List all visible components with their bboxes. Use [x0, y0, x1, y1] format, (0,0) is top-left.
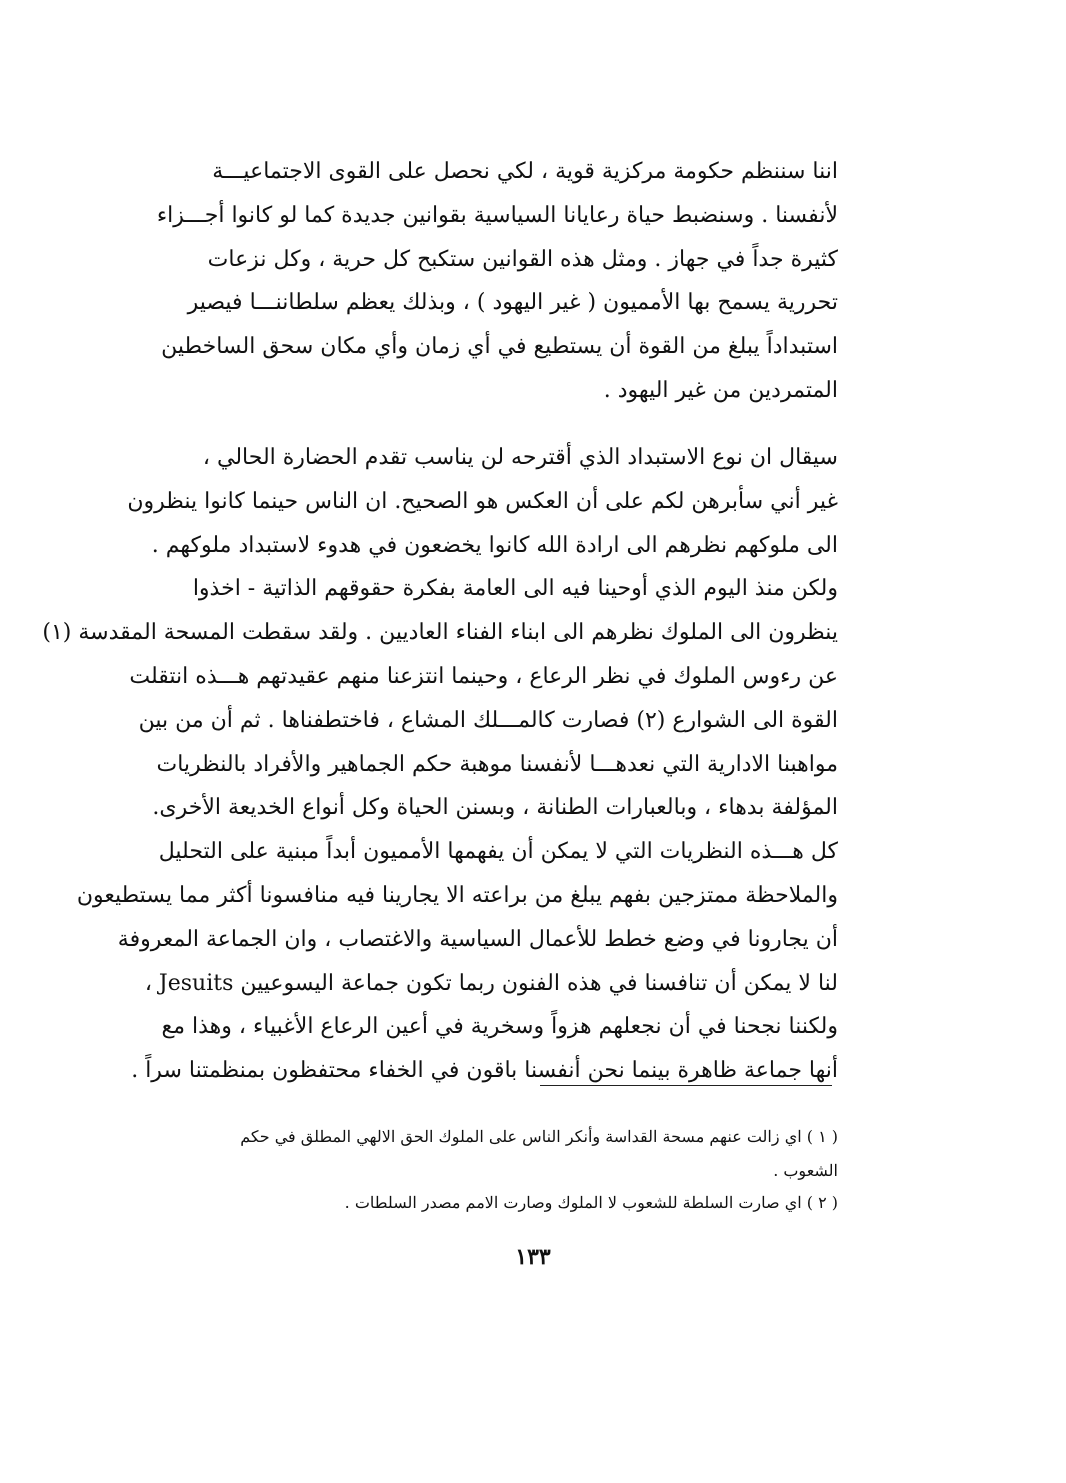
text-line: ينظرون الى الملوك نظرهم الى ابناء الفناء العاديين . ولقد سقطت المسحة المقدسة (١) — [42, 620, 838, 646]
text-line: الى ملوكهم نظرهم الى ارادة الله كانوا يخضعون في هدوء لاستبداد ملوكهم . — [151, 532, 838, 558]
footnote-1 — [118, 1120, 838, 1188]
text-line: لأنفسنا . وسنضبط حياة رعايانا السياسية بقوانين جديدة كما لو كانوا أجـــزاء — [156, 202, 838, 228]
text-line: عن رءوس الملوك في نظر الرعاع ، وحينما انتزعنا منهم عقيدتهم هـــذه انتقلت — [129, 663, 838, 689]
text-line: لنا لا يمكن أن تنافسنا في هذه الفنون ربما تكون جماعة اليسوعيين Jesuits ، — [144, 970, 838, 996]
text-line: مواهبنا الادارية التي نعدهـــا لأنفسنا موهبة حكم الجماهير والأفراد بالنظريات — [156, 751, 838, 777]
text-line: القوة الى الشوارع (٢) فصارت كالمـــلك المشاع ، فاختطفناها . ثم أن من بين — [138, 707, 838, 733]
text-line: استبداداً يبلغ من القوة أن يستطيع في أي زمان وأي مكان سحق الساخطين — [161, 334, 838, 360]
text-line: أن يجارونا في وضع خطط للأعمال السياسية والاغتصاب ، وان الجماعة المعروفة — [117, 926, 838, 952]
paragraph-1 — [120, 150, 838, 413]
text-line: أنها جماعة ظاهرة بينما نحن أنفسنا باقون في الخفاء محتفظون بمنظمتنا سراً . — [131, 1058, 838, 1084]
text-line: والملاحظة ممتزجين بفهم يبلغ من براعته الا يجارينا فيه منافسونا أكثر مما يستطيعون — [76, 882, 838, 908]
text-line: غير أني سأبرهن لكم على أن العكس هو الصحيح. ان الناس حينما كانوا ينظرون — [127, 488, 838, 514]
text-line: المتمردين من غير اليهود . — [603, 377, 838, 403]
text-line: كثيرة جداً في جهاز . ومثل هذه القوانين ستكبح كل حرية ، وكل نزعات — [207, 246, 838, 272]
page-number: ١٣٣ — [515, 1244, 551, 1270]
text-line: سيقال ان نوع الاستبداد الذي أقترحه لن يناسب تقدم الحضارة الحالي ، — [202, 445, 838, 470]
text-line: ولكن منذ اليوم الذي أوحينا فيه الى العامة بفكرة حقوقهم الذاتية - اخذوا — [192, 576, 838, 602]
text-line: كل هـــذه النظريات التي لا يمكن أن يفهمها الأمميون أبداً مبنية على التحليل — [158, 839, 838, 865]
text-line: ولكننا نجحنا في أن نجعلهم هزواً وسخرية في أعين الرعاع الأغبياء ، وهذا مع — [161, 1014, 838, 1040]
footnote-line: الشعوب . — [773, 1161, 838, 1180]
footnote-line: ( ٢ ) اي صارت السلطة للشعوب لا الملوك وصارت الامم مصدر السلطات . — [344, 1193, 838, 1212]
paragraph-2 — [42, 436, 838, 1093]
footnote-2 — [118, 1186, 838, 1220]
text-line: تحررية يسمح بها الأمميون ( غير اليهود ) ، وبذلك يعظم سلطاننـــا فيصير — [187, 290, 838, 316]
footnote-divider — [540, 1085, 832, 1086]
text-line: المؤلفة بدهاء ، وبالعبارات الطنانة ، وبسنن الحياة وكل أنواع الخديعة الأخرى. — [152, 795, 838, 821]
footnote-line: ( ١ ) اي زالت عنهم مسحة القداسة وأنكر الناس على الملوك الحق الالهي المطلق في حكم — [240, 1127, 838, 1146]
text-line: اننا سننظم حكومة مركزية قوية ، لكي نحصل على القوى الاجتماعيـــة — [212, 159, 838, 184]
